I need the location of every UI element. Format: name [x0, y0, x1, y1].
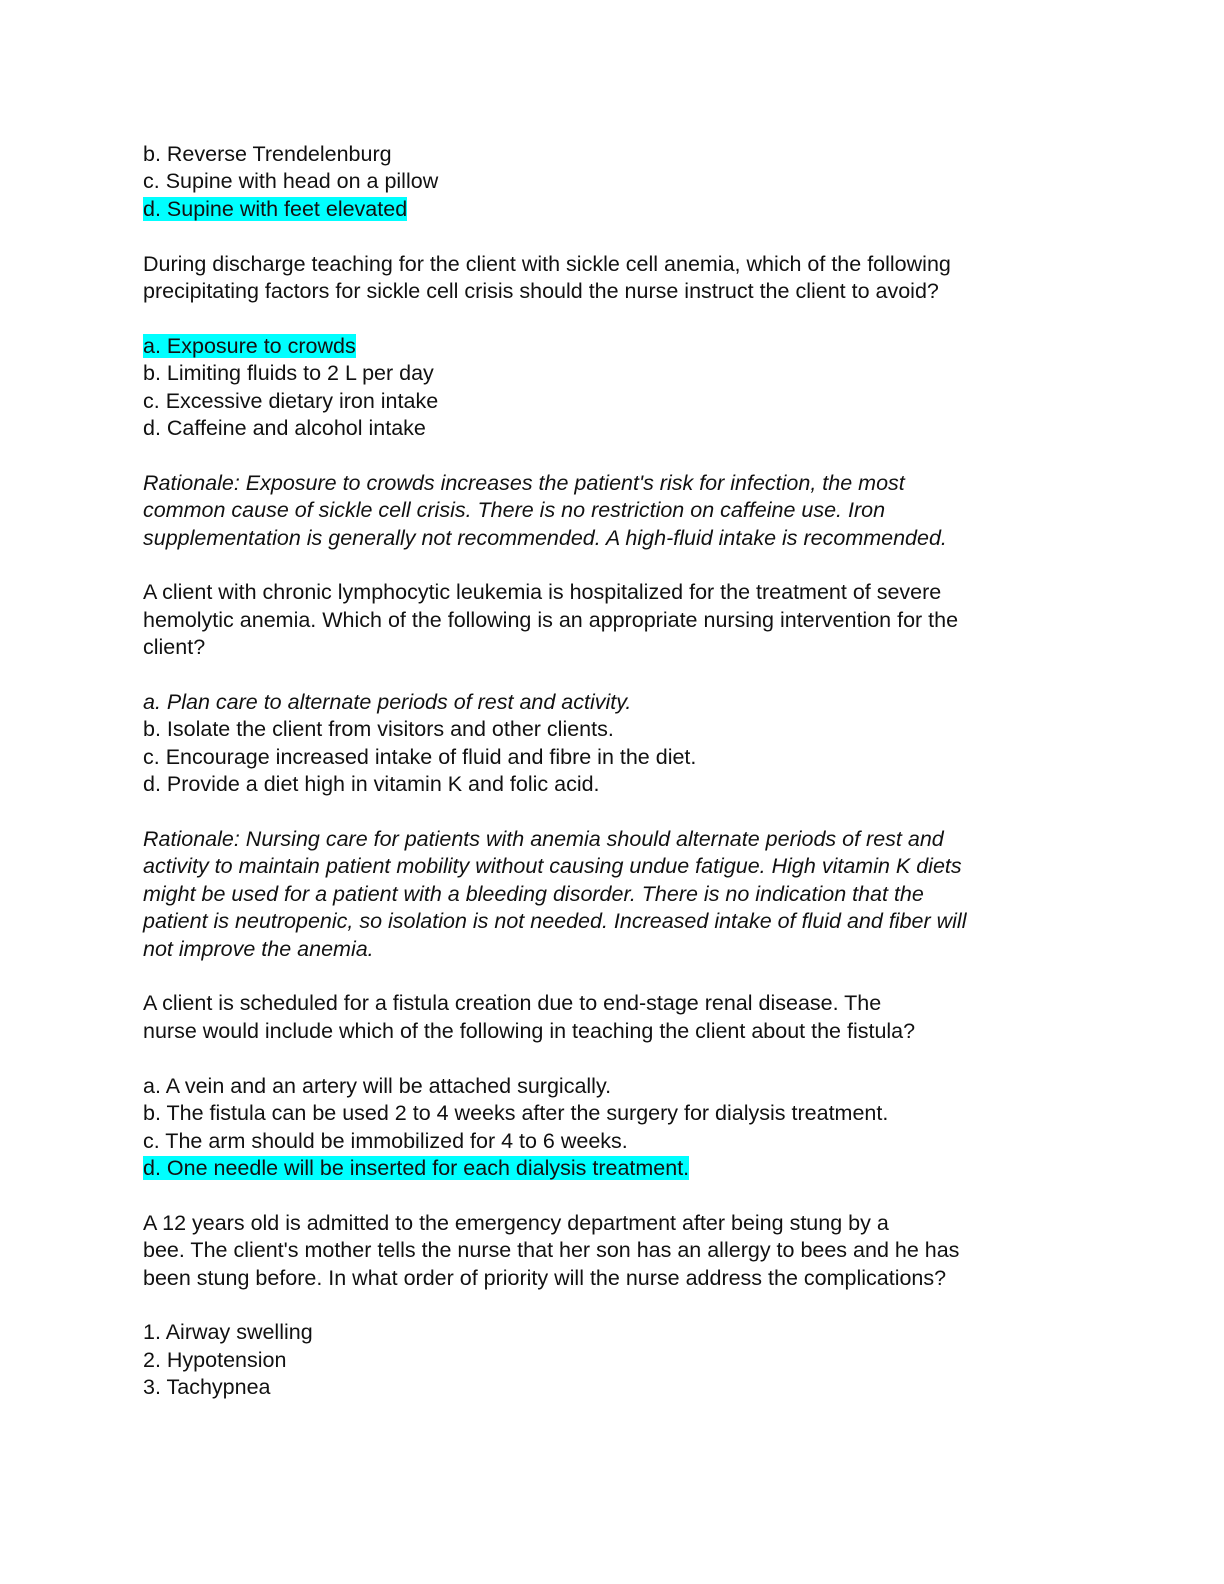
answer-options — [143, 141, 1083, 223]
answer-option-highlighted — [143, 1155, 1083, 1182]
highlighted-answer: d. One needle will be inserted for each dialysis treatment. — [143, 1155, 690, 1180]
question-text — [143, 1210, 1083, 1292]
answer-option: c. Encourage increased intake of fluid and fibre in the diet. — [143, 744, 697, 769]
rationale — [143, 826, 1083, 963]
answer-option: d. Provide a diet high in vitamin K and folic acid. — [143, 772, 600, 797]
highlighted-answer: d. Supine with feet elevated — [143, 196, 408, 221]
answer-option: c. Excessive dietary iron intake — [143, 388, 439, 413]
answer-option: b. Isolate the client from visitors and other clients. — [143, 717, 614, 742]
question-line: precipitating factors for sickle cell crisis should the nurse instruct the client to avoid? — [143, 279, 939, 304]
highlighted-answer: a. Exposure to crowds — [143, 333, 356, 358]
answer-option: c. Supine with head on a pillow — [143, 169, 439, 194]
answer-option: d. Caffeine and alcohol intake — [143, 416, 426, 441]
list-item: 1. Airway swelling — [143, 1320, 313, 1345]
answer-options — [143, 689, 1083, 799]
question-line: A client is scheduled for a fistula creation due to end-stage renal disease. The — [143, 991, 882, 1016]
rationale-line: Rationale: Exposure to crowds increases the patient's risk for infection, the most — [143, 470, 905, 495]
question-text — [143, 251, 1083, 306]
question-line: A 12 years old is admitted to the emergency department after being stung by a — [143, 1210, 889, 1235]
answer-options — [143, 333, 1083, 443]
answer-option-highlighted — [143, 196, 1083, 223]
answer-option: b. Reverse Trendelenburg — [143, 142, 392, 166]
list-item: 2. Hypotension — [143, 1347, 287, 1372]
question-text — [143, 579, 1083, 661]
answer-option: c. The arm should be immobilized for 4 to 6 weeks. — [143, 1128, 628, 1153]
question-line: client? — [143, 635, 206, 660]
question-line: been stung before. In what order of priority will the nurse address the complications? — [143, 1265, 947, 1290]
question-text — [143, 990, 1083, 1045]
answer-option: a. A vein and an artery will be attached surgically. — [143, 1073, 612, 1098]
rationale-line: patient is neutropenic, so isolation is not needed. Increased intake of fluid and fiber will — [143, 909, 967, 934]
priority-list — [143, 1319, 1083, 1401]
question-line: A client with chronic lymphocytic leukemia is hospitalized for the treatment of severe — [143, 580, 942, 605]
rationale-line: not improve the anemia. — [143, 936, 374, 961]
rationale-line: supplementation is generally not recommended. A high-fluid intake is recommended. — [143, 525, 947, 550]
answer-option-correct: a. Plan care to alternate periods of rest and activity. — [143, 690, 632, 715]
rationale-line: activity to maintain patient mobility without causing undue fatigue. High vitamin K diets — [143, 854, 962, 879]
rationale-line: might be used for a patient with a bleeding disorder. There is no indication that the — [143, 881, 924, 906]
question-line: nurse would include which of the following in teaching the client about the fistula? — [143, 1018, 916, 1043]
rationale-line: Rationale: Nursing care for patients with anemia should alternate periods of rest and — [143, 827, 944, 852]
answer-option: b. Limiting fluids to 2 L per day — [143, 361, 434, 386]
question-line: hemolytic anemia. Which of the following is an appropriate nursing intervention for the — [143, 607, 959, 632]
answer-option-highlighted — [143, 333, 1083, 360]
answer-options — [143, 1073, 1083, 1183]
question-line: During discharge teaching for the client with sickle cell anemia, which of the following — [143, 251, 951, 276]
question-line: bee. The client's mother tells the nurse that her son has an allergy to bees and he has — [143, 1238, 960, 1263]
list-item: 3. Tachypnea — [143, 1375, 271, 1400]
rationale — [143, 470, 1083, 552]
document-page — [143, 141, 1083, 1402]
answer-option: b. The fistula can be used 2 to 4 weeks after the surgery for dialysis treatment. — [143, 1101, 889, 1126]
rationale-line: common cause of sickle cell crisis. There is no restriction on caffeine use. Iron — [143, 498, 886, 523]
